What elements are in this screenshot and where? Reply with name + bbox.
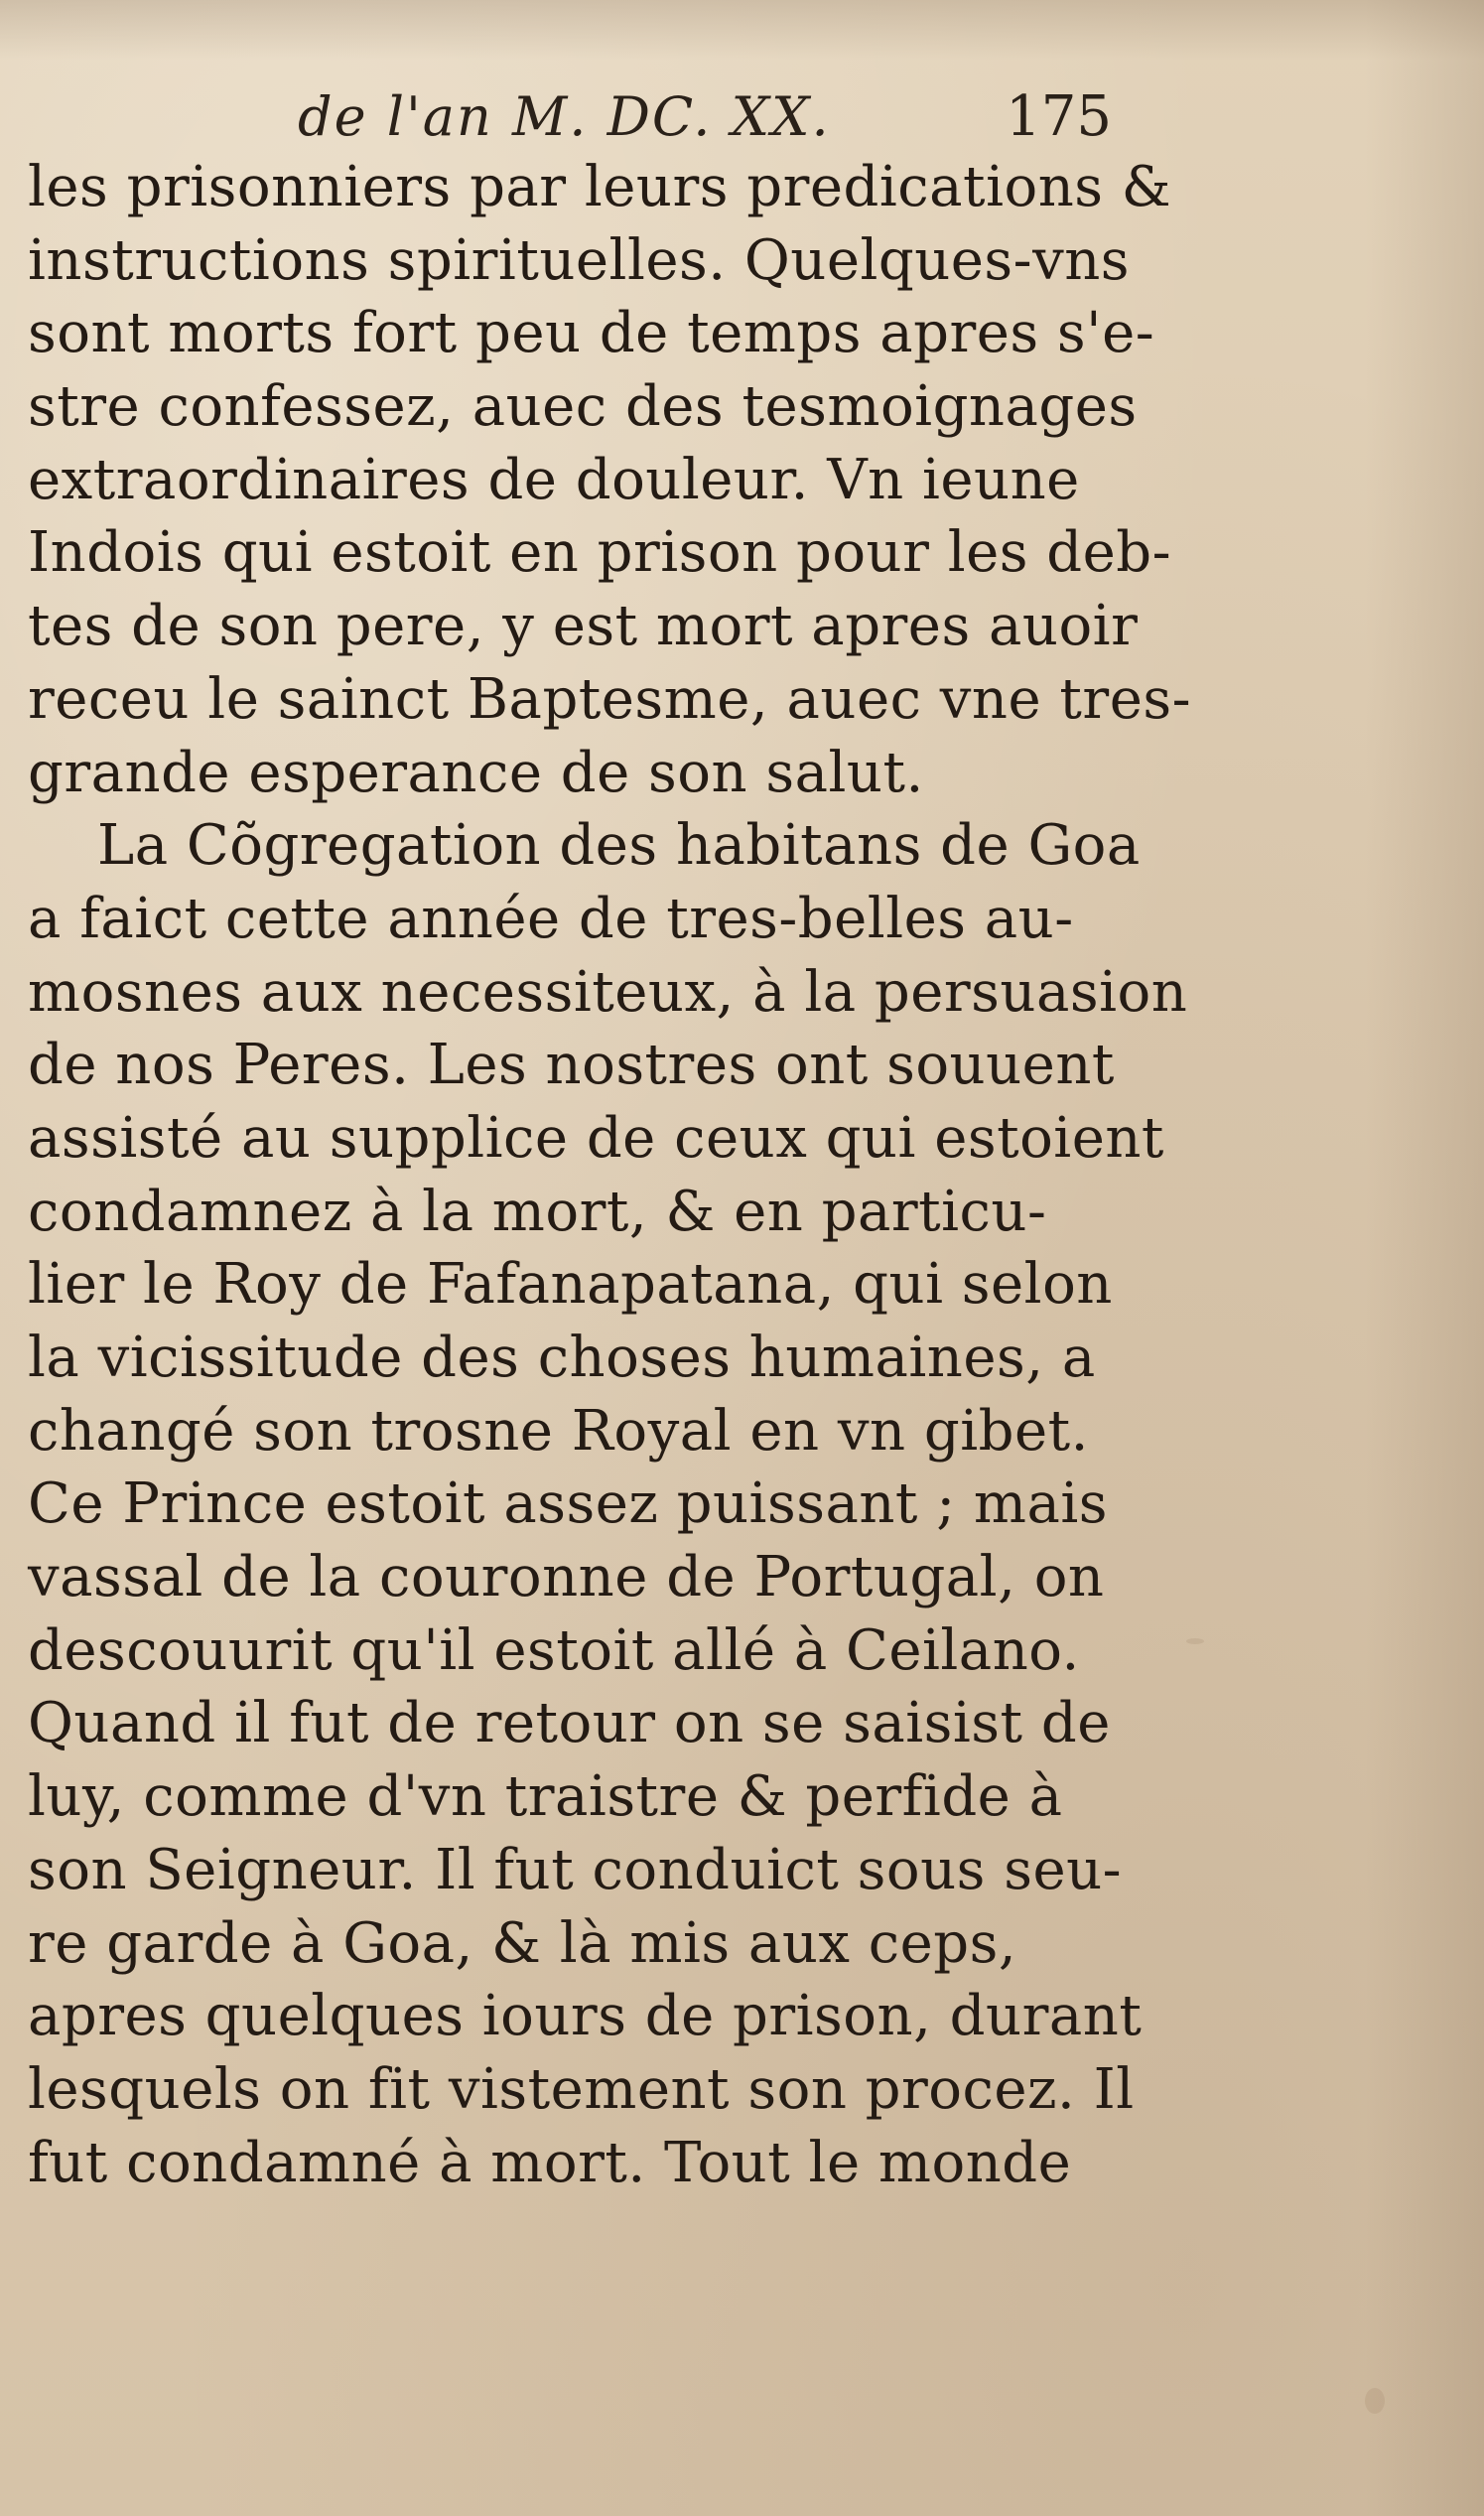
- text-line: instructions spirituelles. Quelques-vns: [28, 227, 1131, 293]
- text-line: Quand il fut de retour on se saisist de: [28, 1691, 1111, 1756]
- text-line: a faict cette année de tres-belles au-: [28, 886, 1074, 951]
- text-line: Ce Prince estoit assez puissant ; mais: [28, 1471, 1109, 1537]
- text-line: les prisonniers par leurs predications &: [28, 155, 1172, 219]
- text-line: luy, comme d'vn traistre & perfide à: [28, 1764, 1063, 1830]
- paper-stain: [1186, 1638, 1204, 1644]
- text-line: de nos Peres. Les nostres ont souuent: [28, 1033, 1115, 1098]
- text-line: receu le sainct Baptesme, auec vne tres-: [28, 666, 1191, 732]
- text-line: extraordinaires de douleur. Vn ieune: [28, 447, 1080, 512]
- top-shadow: [0, 0, 1484, 60]
- running-title: de l'an M. DC. XX.: [298, 85, 831, 148]
- text-line: assisté au supplice de ceux qui estoient: [28, 1105, 1164, 1171]
- text-line: grande esperance de son salut.: [28, 740, 924, 805]
- running-head: [298, 77, 1112, 157]
- text-line: apres quelques iours de prison, durant: [28, 1984, 1143, 2049]
- text-line: tes de son pere, y est mort apres auoir: [28, 594, 1139, 659]
- text-line: condamnez à la mort, & en particu-: [28, 1179, 1047, 1244]
- text-line: son Seigneur. Il fut conduict sous seu-: [28, 1837, 1123, 1902]
- text-line: vassal de la couronne de Portugal, on: [28, 1545, 1105, 1610]
- text-line: re garde à Goa, & là mis aux ceps,: [28, 1910, 1017, 1976]
- text-line: sont morts fort peu de temps apres s'e-: [28, 301, 1155, 366]
- text-line: changé son trosne Royal en vn gibet.: [28, 1398, 1089, 1464]
- body-text: [28, 151, 1191, 2199]
- text-line: la vicissitude des choses humaines, a: [28, 1326, 1096, 1390]
- text-line: Indois qui estoit en prison pour les deb-: [28, 520, 1172, 586]
- text-line: stre confessez, auec des tesmoignages: [28, 374, 1138, 440]
- text-line: mosnes aux necessiteux, à la persuasion: [28, 959, 1188, 1025]
- paper-stain: [1365, 2388, 1385, 2414]
- text-line: lier le Roy de Fafanapatana, qui selon: [28, 1252, 1113, 1318]
- page-number: 175: [1006, 84, 1112, 149]
- text-line: fut condamné à mort. Tout le monde: [28, 2130, 1072, 2195]
- text-line: lesquels on fit vistement son procez. Il: [28, 2056, 1135, 2122]
- page-edge-shadow: [1365, 0, 1484, 2516]
- text-line: descouurit qu'il estoit allé à Ceilano.: [28, 1617, 1080, 1683]
- paragraph-start-line: La Cõgregation des habitans de Goa: [97, 813, 1141, 879]
